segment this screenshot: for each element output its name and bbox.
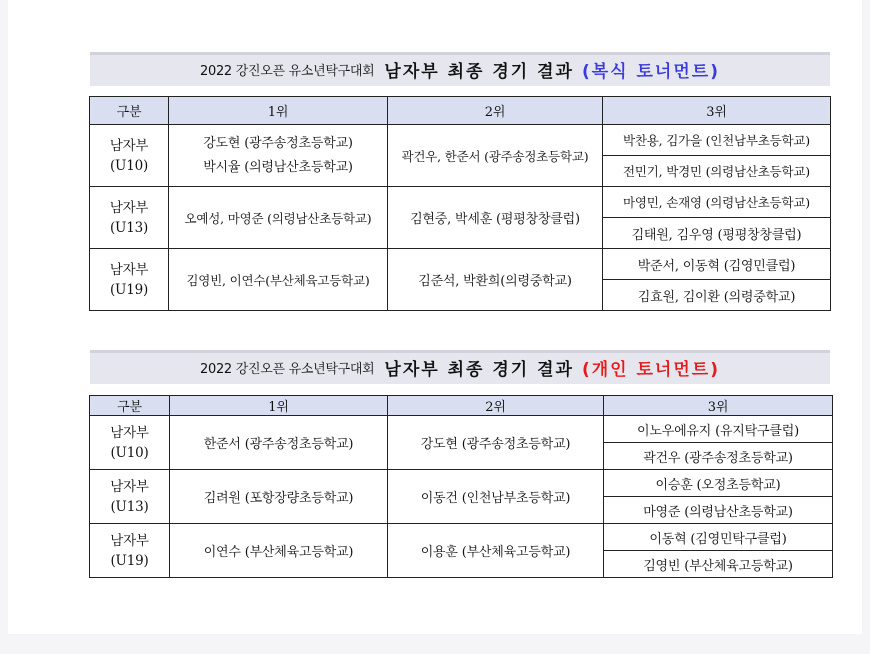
first-place-cell: 오예성, 마영준 (의령남산초등학교): [169, 187, 388, 249]
first-place-cell: [169, 125, 388, 187]
doubles-title-bar: [90, 52, 830, 86]
category-age: (U10): [110, 444, 149, 461]
document-page: [8, 0, 862, 634]
singles-title-bar: [90, 350, 830, 384]
category-age: (U19): [110, 552, 149, 569]
second-place-cell: 강도현 (광주송정초등학교): [388, 416, 604, 470]
third-place-cell: 마영민, 손재영 (의령남산초등학교): [603, 187, 831, 218]
second-place-cell: 김현중, 박세훈 (평평창창클럽): [388, 187, 603, 249]
table-row: [90, 125, 831, 156]
category-division: 남자부: [109, 137, 149, 154]
table-header-row: [90, 396, 833, 416]
second-place-cell: 곽건우, 한준서 (광주송정초등학교): [388, 125, 603, 187]
third-place-cell: 마영준 (의령남산초등학교): [604, 497, 833, 524]
table-row: [90, 470, 833, 497]
doubles-title-event: (복식 토너먼트): [581, 61, 720, 82]
category-division: 남자부: [109, 261, 149, 278]
singles-results-table: [89, 395, 833, 578]
third-place-cell: 김영빈 (부산체육고등학교): [604, 551, 833, 578]
table-row: [90, 249, 831, 280]
header-category: 구분: [90, 396, 170, 416]
header-second: 2위: [388, 97, 603, 125]
third-place-cell: 곽건우 (광주송정초등학교): [604, 443, 833, 470]
doubles-title-main: 남자부 최종 경기 결과: [384, 61, 574, 82]
header-first: 1위: [169, 97, 388, 125]
third-place-cell: 박준서, 이동혁 (김영민클럽): [603, 249, 831, 280]
category-cell: [90, 416, 170, 470]
doubles-title-prefix: 2022 강진오픈 유소년탁구대회: [200, 63, 375, 79]
first-place-entry: 박시율 (의령남산초등학교): [203, 159, 353, 175]
category-division: 남자부: [110, 424, 149, 441]
singles-title-main: 남자부 최종 경기 결과: [384, 359, 574, 380]
second-place-cell: 이용훈 (부산체육고등학교): [388, 524, 604, 578]
first-place-cell: 김려원 (포항장량초등학교): [170, 470, 388, 524]
first-place-cell: 이연수 (부산체육고등학교): [170, 524, 388, 578]
singles-title-prefix: 2022 강진오픈 유소년탁구대회: [200, 361, 375, 377]
category-cell: [90, 524, 170, 578]
header-second: 2위: [388, 396, 604, 416]
table-header-row: [90, 97, 831, 125]
category-age: (U19): [109, 281, 149, 298]
third-place-cell: 이승훈 (오정초등학교): [604, 470, 833, 497]
third-place-cell: 박찬용, 김가을 (인천남부초등학교): [603, 125, 831, 156]
category-cell: [90, 125, 169, 187]
category-cell: [90, 470, 170, 524]
third-place-cell: 이동혁 (김영민탁구클럽): [604, 524, 833, 551]
first-place-entry: 강도현 (광주송정초등학교): [203, 135, 353, 151]
category-cell: [90, 249, 169, 311]
third-place-cell: 전민기, 박경민 (의령남산초등학교): [603, 156, 831, 187]
third-place-cell: 김효원, 김이환 (의령중학교): [603, 280, 831, 311]
category-cell: [90, 187, 169, 249]
singles-title-event: (개인 토너먼트): [581, 359, 720, 380]
category-division: 남자부: [109, 199, 149, 216]
table-row: [90, 416, 833, 443]
third-place-cell: 이노우에유지 (유지탁구클럽): [604, 416, 833, 443]
table-row: [90, 524, 833, 551]
category-division: 남자부: [110, 478, 149, 495]
category-division: 남자부: [110, 532, 149, 549]
second-place-cell: 이동건 (인천남부초등학교): [388, 470, 604, 524]
first-place-cell: 김영빈, 이연수(부산체육고등학교): [169, 249, 388, 311]
doubles-results-table: [89, 96, 831, 311]
category-age: (U13): [109, 219, 149, 236]
header-first: 1위: [170, 396, 388, 416]
table-row: [90, 187, 831, 218]
header-category: 구분: [90, 97, 169, 125]
category-age: (U13): [110, 498, 149, 515]
second-place-cell: 김준석, 박환희(의령중학교): [388, 249, 603, 311]
header-third: 3위: [604, 396, 833, 416]
category-age: (U10): [109, 157, 149, 174]
header-third: 3위: [603, 97, 831, 125]
first-place-cell: 한준서 (광주송정초등학교): [170, 416, 388, 470]
third-place-cell: 김태원, 김우영 (평평창창클럽): [603, 218, 831, 249]
